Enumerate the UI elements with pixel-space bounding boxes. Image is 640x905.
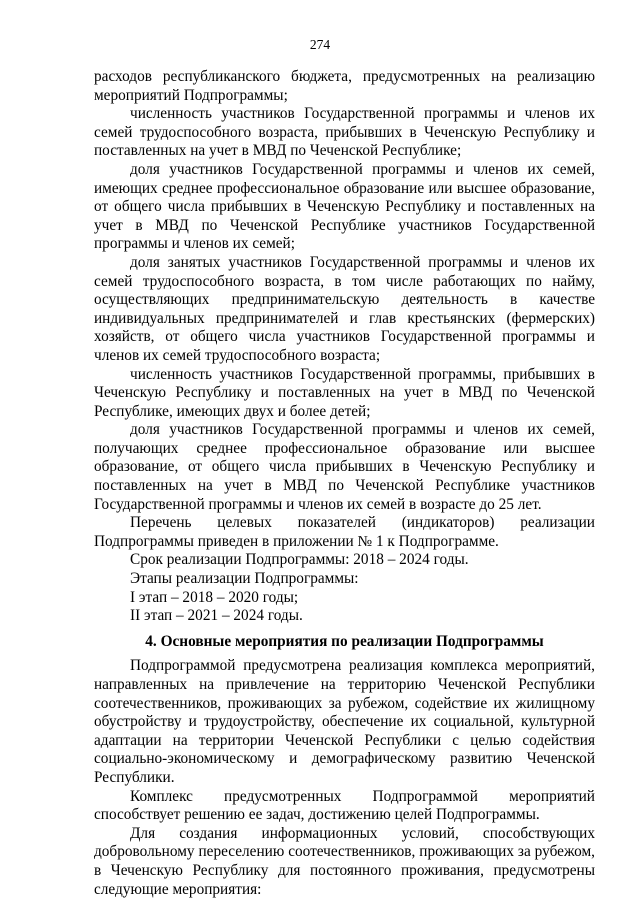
indicator-paragraph: численность участников Государственной программы, прибывших в Чеченскую Республику и поставленных на учет в МВД по Чеченской Республике, имеющих двух и более детей;: [94, 365, 595, 420]
implementation-period: Срок реализации Подпрограммы: 2018 – 2024 годы.: [130, 551, 469, 569]
section-heading: 4. Основные мероприятия по реализации Подпрограммы: [145, 632, 544, 650]
section-paragraph: Для создания информационных условий, способствующих добровольному переселению соотечественников, проживающих за рубежом, в Чеченскую Республику для постоянного проживания, предусмотрены следующие мероприятия:: [94, 824, 595, 898]
paragraph-continuation: расходов республиканского бюджета, предусмотренных на реализацию мероприятий Подпрограммы;: [94, 68, 595, 104]
document-body: [94, 68, 595, 899]
indicator-paragraph: численность участников Государственной программы и членов их семей трудоспособного возраста, прибывших в Чеченскую Республику и поставленных на учет в МВД по Чеченской Республике;: [94, 105, 595, 160]
stage-2: II этап – 2021 – 2024 годы.: [130, 607, 303, 625]
page-number: 274: [309, 37, 331, 52]
stage-1: I этап – 2018 – 2020 годы;: [130, 588, 299, 606]
indicator-paragraph: доля занятых участников Государственной программы и членов их семей трудоспособного возраста, в том числе работающих по найму, осуществляющих предпринимательскую деятельность в качестве индивидуальных предпринимателей и глав крестьянских (фермерских) хозяйств, от общего числа участников Государственной программы и членов их семей трудоспособного возраста;: [94, 253, 595, 364]
indicator-paragraph: доля участников Государственной программы и членов их семей, получающих среднее профессиональное образование или высшее образование, от общего числа прибывших в Чеченскую Республику и поставленных на учет в МВД по Чеченской Республике участников Государственной программы и членов их семей в возрасте до 25 лет.: [94, 421, 595, 513]
section-paragraph: Комплекс предусмотренных Подпрограммой мероприятий способствует решению ее задач, достижению целей Подпрограммы.: [94, 787, 595, 824]
stages-heading: Этапы реализации Подпрограммы:: [130, 570, 359, 588]
indicator-paragraph: доля участников Государственной программы и членов их семей, имеющих среднее профессиональное образование или высшее образование, от общего числа прибывших в Чеченскую Республику и поставленных на учет в МВД по Чеченской Республике участников Государственной программы и членов их семей;: [94, 160, 595, 253]
section-paragraph: Подпрограммой предусмотрена реализация комплекса мероприятий, направленных на привлечение на территорию Чеченской Республики соотечественников, проживающих за рубежом, содействие их жилищному обустройству и трудоустройству, обеспечение их социальной, культурной адаптации на территории Чеченской Республики с целью содействия социально-экономическому и демографическому развитию Чеченской Республики.: [94, 657, 595, 786]
indicators-reference-paragraph: Перечень целевых показателей (индикаторов) реализации Подпрограммы приведен в приложении № 1 к Подпрограмме.: [94, 514, 595, 550]
